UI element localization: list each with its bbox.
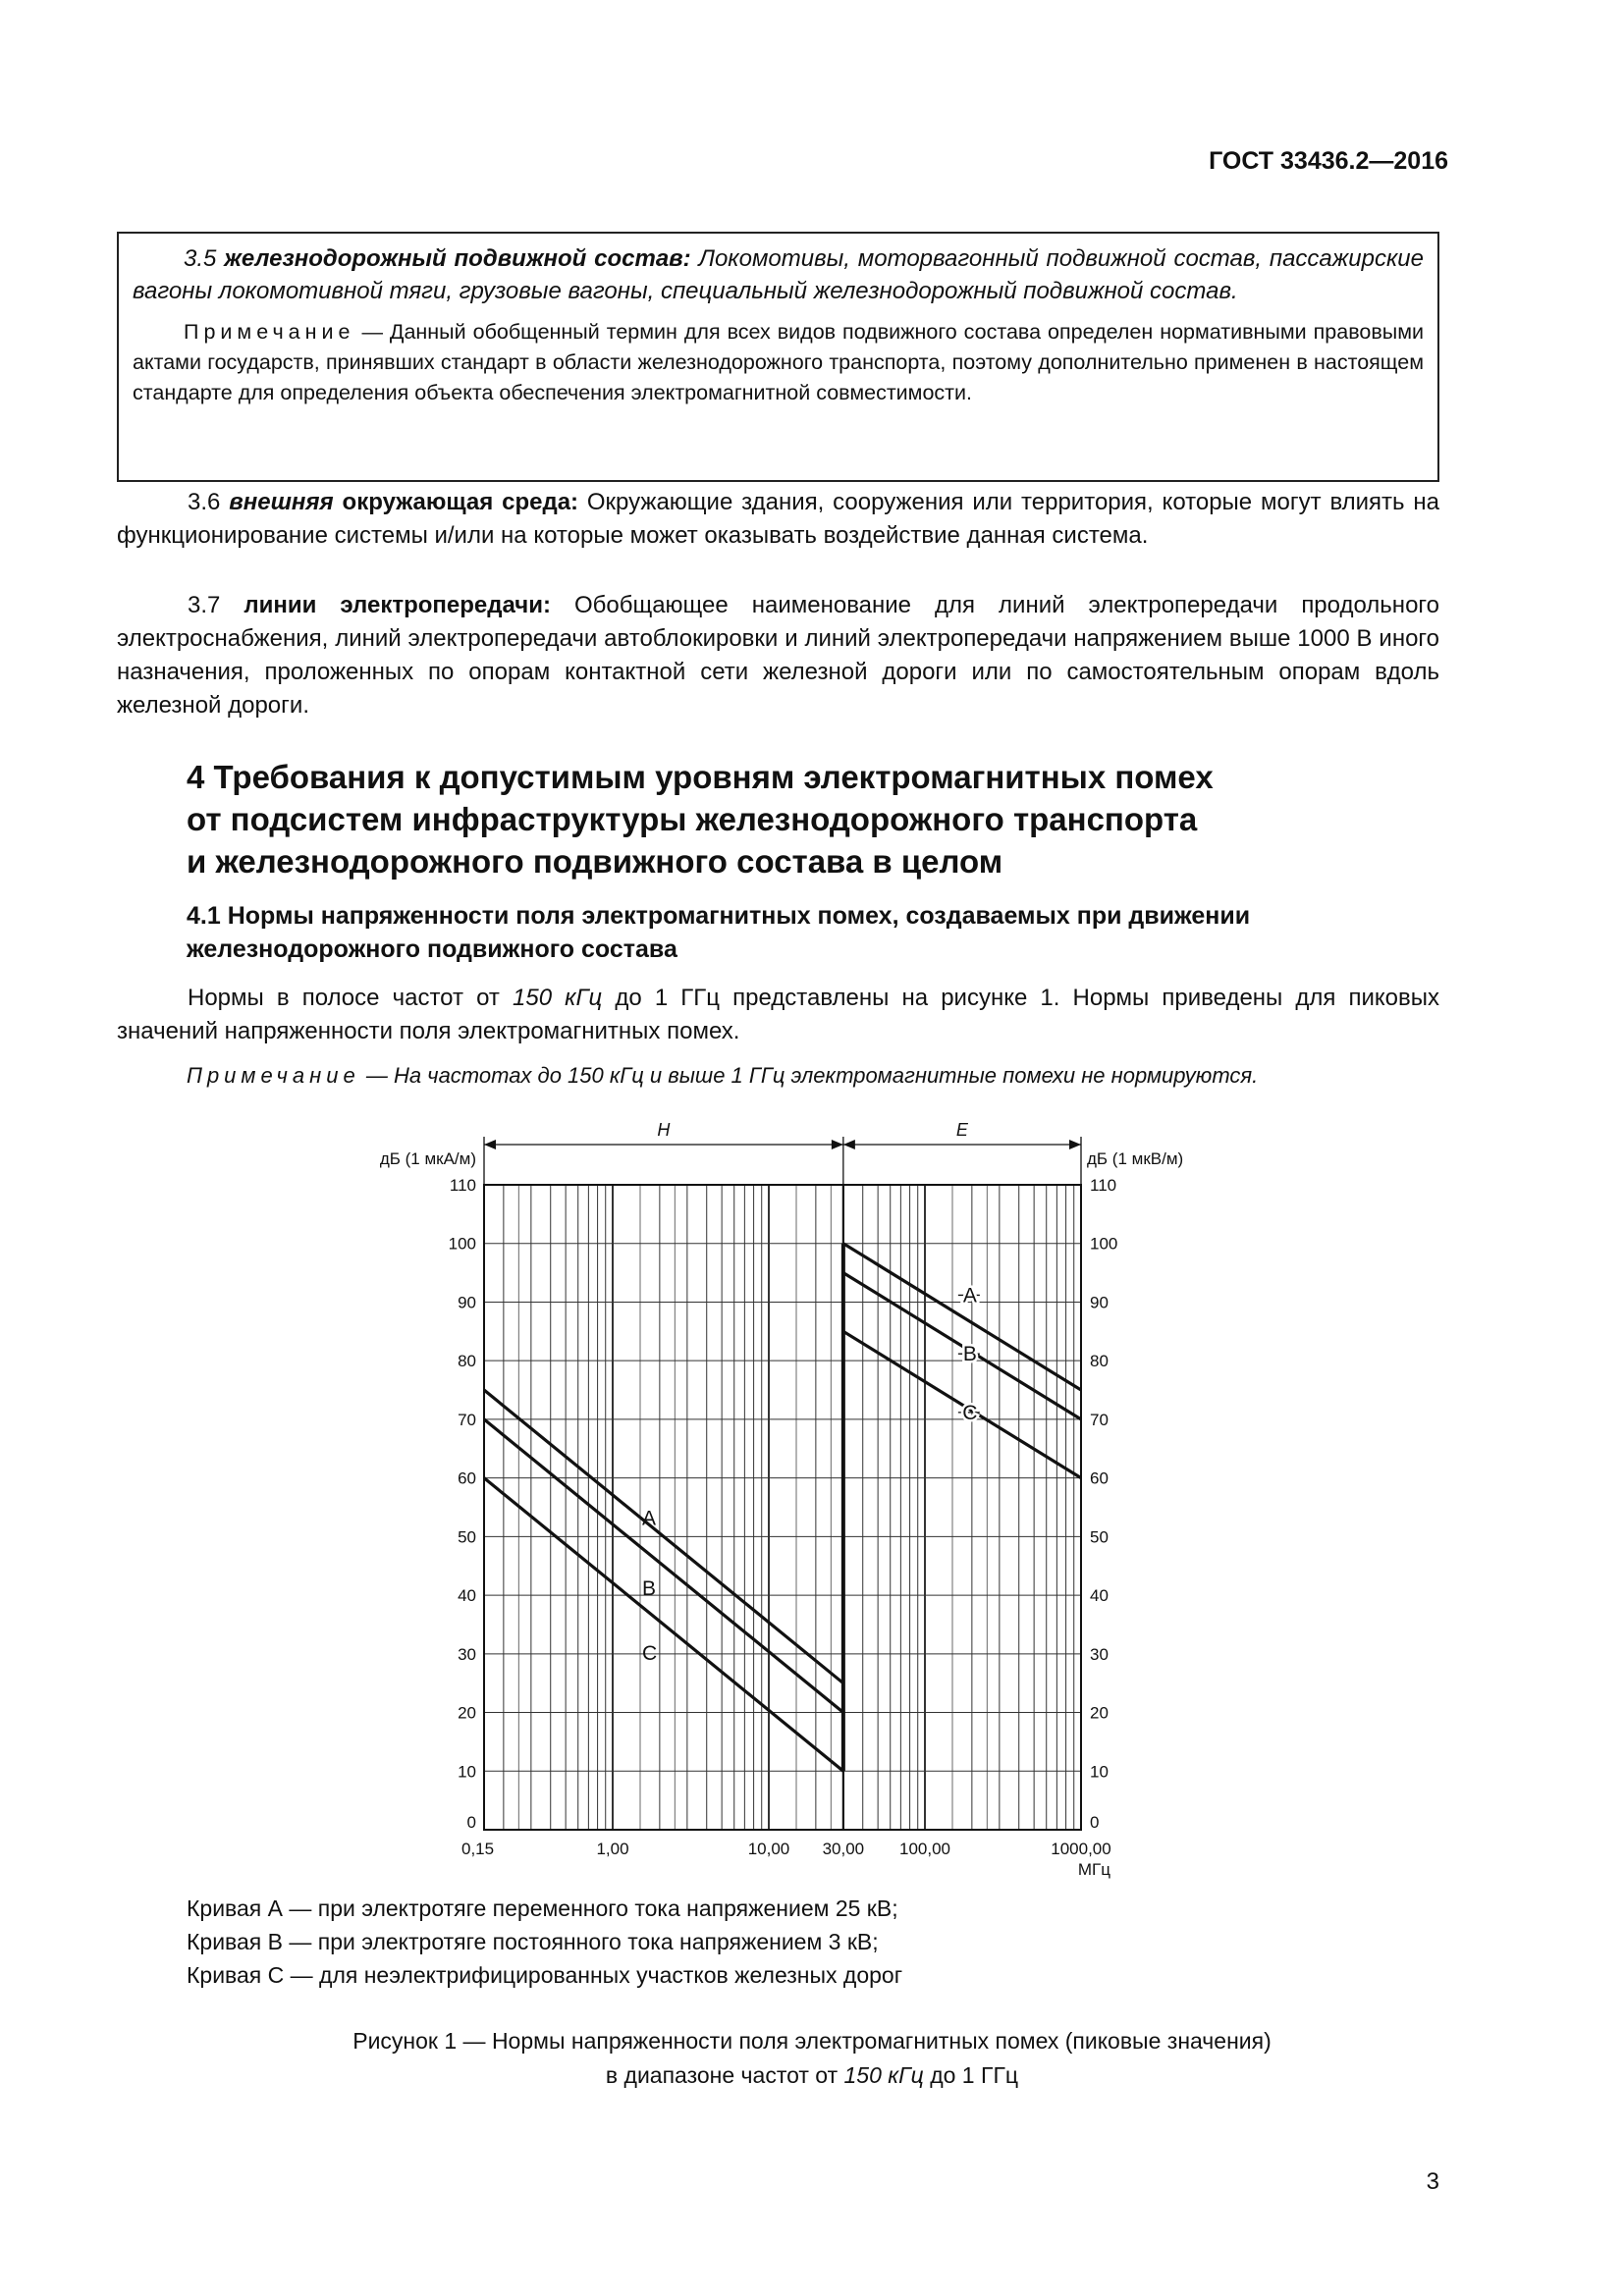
y-tick-label-right: 30: [1090, 1644, 1109, 1664]
curve-label-e: C: [962, 1401, 978, 1424]
y-tick-label-right: 80: [1090, 1352, 1109, 1371]
term-3-5-note: Примечание — Данный обобщенный термин для всех видов подвижного состава определен нормативными правовыми актами государств, принявших стандарт в области железнодорожного транспорта, поэтому дополнительно применен в настоящем стандарте для определения объекта обеспечения электромагнитной совместимости.: [133, 320, 1424, 404]
y-tick-label-left: 10: [458, 1762, 476, 1782]
chart-grid: [484, 1185, 1081, 1830]
x-tick-label: 30,00: [822, 1840, 865, 1858]
curve-label-h: A: [642, 1507, 657, 1530]
curve-label-e: A: [962, 1284, 977, 1308]
y-tick-label-right: 50: [1090, 1527, 1109, 1547]
curve-c-h: [484, 1478, 843, 1772]
region-h-arrow-head-left: [484, 1140, 496, 1149]
term-3-7: 3.7 линии электропередачи: Обобщающее наименование для линий электропередачи продольного электроснабжения, линий электропередачи автоблокировки и линий электропередачи напряжением выше 1000 В иного назначения, проложенных по опорам контактной сети железной дороги или по самостоятельным опорам вдоль железной дороги.: [117, 592, 1439, 719]
left-axis-unit: дБ (1 мкА/м): [379, 1149, 476, 1168]
page-number: 3: [1426, 2168, 1439, 2195]
section-4-title: 4 Требования к допустимым уровням электромагнитных помех от подсистем инфраструктуры железнодорожного транспорта и железнодорожного подвижного состава в целом: [187, 759, 1214, 880]
y-tick-label-left: 80: [458, 1352, 476, 1371]
region-e-arrow-head-right: [1069, 1140, 1081, 1149]
x-tick-label: 1000,00: [1051, 1840, 1111, 1858]
chart-frame: [484, 1137, 1081, 1830]
y-tick-label-left: 40: [458, 1586, 476, 1606]
document-code: ГОСТ 33436.2—2016: [1209, 147, 1448, 175]
curve-label-e: B: [962, 1343, 977, 1366]
y-tick-label-left: 50: [458, 1527, 476, 1547]
chart-curves: [484, 1244, 1081, 1772]
region-e-label: E: [955, 1120, 968, 1140]
term-3-6: 3.6 внешняя окружающая среда: Окружающие здания, сооружения или территория, которые могут влиять на функционирование системы и/или на которые может оказывать воздействие данная система.: [117, 489, 1440, 549]
figure-legend: [187, 1892, 902, 1992]
legend-curve-a: Кривая А — при электротяге переменного тока напряжением 25 кВ;: [187, 1896, 898, 1921]
legend-curve-c: Кривая С — для неэлектрифицированных участков железных дорог: [187, 1962, 903, 1988]
y-tick-label-left: 60: [458, 1468, 476, 1488]
plot-frame: [484, 1185, 1081, 1830]
y-tick-label-left: 20: [458, 1703, 476, 1723]
y-tick-label-right: 40: [1090, 1586, 1109, 1606]
chart-labels: [380, 1120, 1183, 1879]
x-tick-label: 0,15: [461, 1840, 495, 1858]
x-tick-label: 10,00: [747, 1840, 790, 1858]
curve-label-h: B: [642, 1577, 657, 1601]
x-tick-label: 1,00: [596, 1840, 629, 1858]
curve-b-h: [484, 1419, 843, 1713]
y-tick-label-left: 0: [466, 1813, 476, 1832]
right-axis-unit: дБ (1 мкВ/м): [1087, 1149, 1184, 1168]
y-tick-label-right: 90: [1090, 1293, 1109, 1312]
section-4-1-paragraph: Нормы в полосе частот от 150 кГц до 1 ГГц представлены на рисунке 1. Нормы приведены для пиковых значений напряженности поля электромагнитных помех.: [117, 985, 1440, 1044]
y-tick-label-right: 70: [1090, 1410, 1109, 1429]
y-tick-label-right: 110: [1090, 1176, 1117, 1195]
x-axis-unit: МГц: [1077, 1860, 1110, 1879]
term-3-5-definition: 3.5 железнодорожный подвижной состав: Локомотивы, моторвагонный подвижной состав, пассажирские вагоны локомотивной тяги, грузовые вагоны, специальный железнодорожный подвижной состав.: [133, 245, 1425, 304]
curve-label-h: C: [642, 1641, 658, 1665]
y-tick-label-right: 20: [1090, 1703, 1109, 1723]
y-tick-label-right: 60: [1090, 1468, 1109, 1488]
y-tick-label-left: 110: [449, 1176, 476, 1195]
y-tick-label-left: 100: [448, 1234, 476, 1254]
region-h-label: H: [657, 1120, 671, 1140]
x-tick-label: 100,00: [899, 1840, 951, 1858]
section-4-1-title: 4.1 Нормы напряженности поля электромагнитных помех, создаваемых при движении железнодорожного подвижного состава: [187, 902, 1251, 963]
y-tick-label-right: 100: [1090, 1234, 1118, 1254]
legend-curve-b: Кривая В — при электротяге постоянного тока напряжением 3 кВ;: [187, 1929, 879, 1954]
region-e-arrow-head-left: [843, 1140, 855, 1149]
region-h-arrow-head-right: [832, 1140, 843, 1149]
y-tick-label-left: 30: [458, 1644, 476, 1664]
y-tick-label-right: 0: [1090, 1813, 1100, 1832]
figure-caption: Рисунок 1 — Нормы напряженности поля электромагнитных помех (пиковые значения) в диапазоне частот от 150 кГц до 1 ГГц: [352, 2028, 1272, 2088]
y-tick-label-left: 70: [458, 1410, 476, 1429]
y-tick-label-left: 90: [458, 1293, 476, 1312]
y-tick-label-right: 10: [1090, 1762, 1109, 1782]
section-4-1-note: Примечание — На частотах до 150 кГц и выше 1 ГГц электромагнитные помехи не нормируются.: [187, 1063, 1259, 1088]
curve-a-e: [843, 1244, 1081, 1390]
